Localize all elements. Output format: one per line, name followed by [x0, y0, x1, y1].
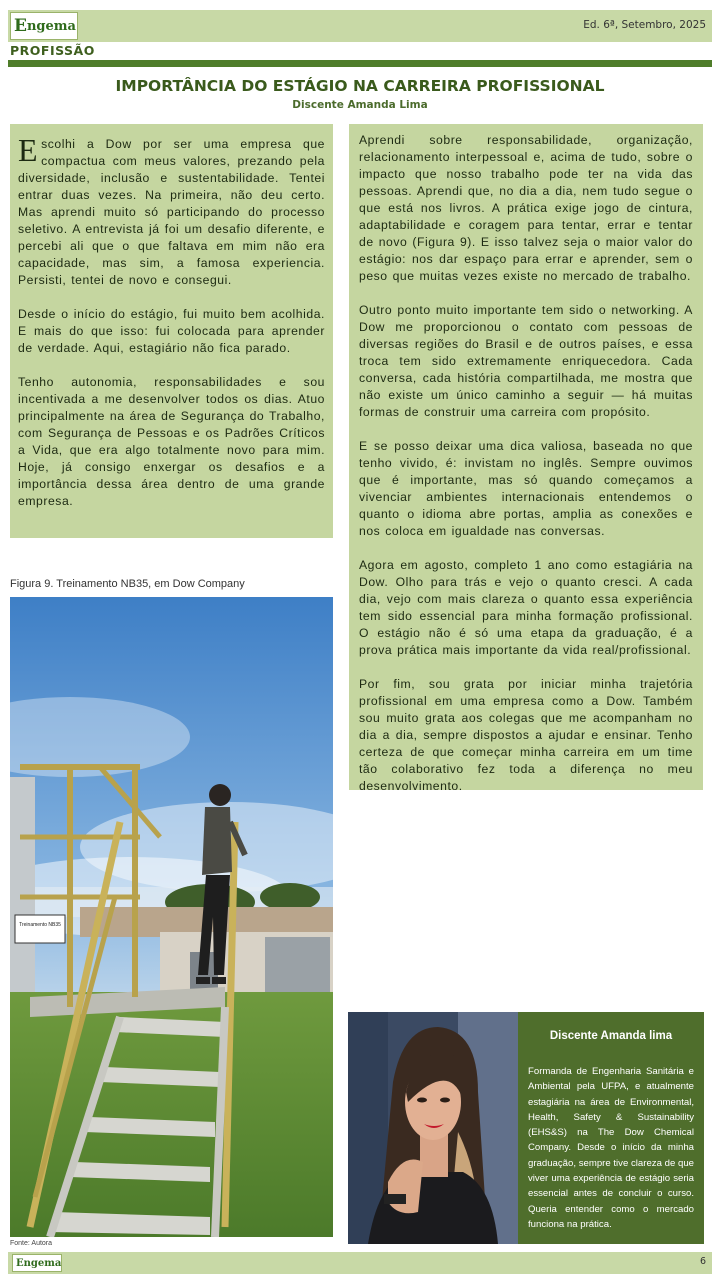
figure-source: Fonte: Autora	[10, 1240, 53, 1247]
paragraph: Agora em agosto, completo 1 ano como estagiária na Dow. Olho para trás e vejo o quanto cresci. A cada dia, vejo com mais clareza o quanto essa experiência tem sido essencial para minha formação profissional. O estágio não é só uma etapa da graduação, é a prova prática mais importante da vida real/profissional.	[359, 558, 693, 657]
paragraph: Desde o início do estágio, fui muito bem acolhida. E mais do que isso: fui colocada para aprender de verdade. Aqui, estagiário não fica parado.	[18, 307, 325, 355]
article-title: IMPORTÂNCIA DO ESTÁGIO NA CARREIRA PROFISSIONAL	[115, 77, 605, 95]
paragraph: Aprendi sobre responsabilidade, organização, relacionamento interpessoal e, acima de tudo, sobre o impacto que nosso trabalho pode ter na vida das pessoas. Aprendi que, no dia a dia, nem tudo segue o que está nos livros. A prática exige jogo de cintura, adaptabilidade e coragem para tentar, errar e tentar de novo (Figura 9). E isso talvez seja o maior valor do estágio: nos dar espaço para errar e aprender, sem o peso que muitas vezes existe no mercado de trabalho.	[359, 133, 693, 283]
footer-bar	[8, 1252, 712, 1274]
paragraph: Tenho autonomia, responsabilidades e sou incentivada a me desenvolver todos os dias. Atuo principalmente na área de Segurança do Trabalho, com Segurança de Pessoas e os Padrões Críticos a Vida, que era algo totalmente novo para mim. Hoje, já consigo enxergar os desafios e a importância dessa área dentro de uma grande empresa.	[18, 375, 325, 508]
edition-date: Ed. 6ª, Setembro, 2025	[583, 19, 706, 31]
paragraph: Por fim, sou grata por iniciar minha trajetória profissional em uma empresa como a Dow. Também sou muito grata aos colegas que me acompanham no dia a dia, sempre dispostos a ajudar e ensinar. Tenho certeza de que começar minha carreira em um time tão colaborativo fez toda a diferença no meu desenvolvimento.	[359, 677, 693, 793]
bio-text: Formanda de Engenharia Sanitária e Ambiental pela UFPA, e atualmente estagiária na área de Environmental, Health, Safety & Sustainability (EHS&S) na The Dow Chemical Company. Desde o início da minha graduação, sempre tive clareza de que viver uma experiência de estágio seria essencial antes de concluir o curso. Queria entender como o mercado funciona na prática.	[528, 1066, 694, 1230]
paragraph: E se posso deixar uma dica valiosa, baseada no que tenho vivido, é: invistam no inglês. Sempre ouvimos que é importante, mas só quando começamos a vivenciar ambientes internacionais entendemos o quanto o idioma abre portas, amplia as conexões e nos coloca em igualdade nas conversas.	[359, 439, 693, 538]
sign-text: Treinamento NB35	[19, 922, 61, 928]
training-photo	[10, 597, 333, 1237]
author-portrait	[348, 1012, 518, 1244]
logo-text: ngema	[26, 18, 76, 34]
paragraph: Escolhi a Dow por ser uma empresa que compactua com meus valores, prezando pela diversidade, inclusão e sustentabilidade. Tentei entrar duas vezes. Na primeira, não deu certo. Mas aprendi muito só participando do processo seletivo. A entrevista já foi um desafio diferente, e percebi ali que o que faltava em mim não era capacidade, mas sim, a famosa experiencia. Persisti, tentei de novo e consegui.	[18, 132, 325, 287]
footer-logo: Engema	[12, 1254, 62, 1272]
text-box-right	[349, 124, 703, 793]
engema-logo	[10, 12, 78, 40]
author-bio-card	[518, 1012, 704, 1244]
paragraph: Outro ponto muito importante tem sido o networking. A Dow me proporcionou o contato com pessoas de diversas regiões do Brasil e de outros países, e essa troca tem sido extremamente enriquecedora. Cada conversa, cada história compartilhada, me mostra que não existe um único caminho a seguir — há muitas formas de construir uma carreira com propósito.	[359, 303, 693, 419]
page-number: 6	[699, 1256, 706, 1267]
header-rule	[8, 60, 712, 67]
article-author: Discente Amanda Lima	[292, 99, 428, 111]
logo-initial: E	[14, 16, 27, 36]
drop-cap: E	[18, 132, 39, 168]
bio-name: Discente Amanda lima	[549, 1030, 673, 1042]
figure-caption: Figura 9. Treinamento NB35, em Dow Company	[10, 578, 245, 590]
section-label: PROFISSÃO	[10, 43, 95, 58]
text-box-left	[10, 124, 333, 538]
